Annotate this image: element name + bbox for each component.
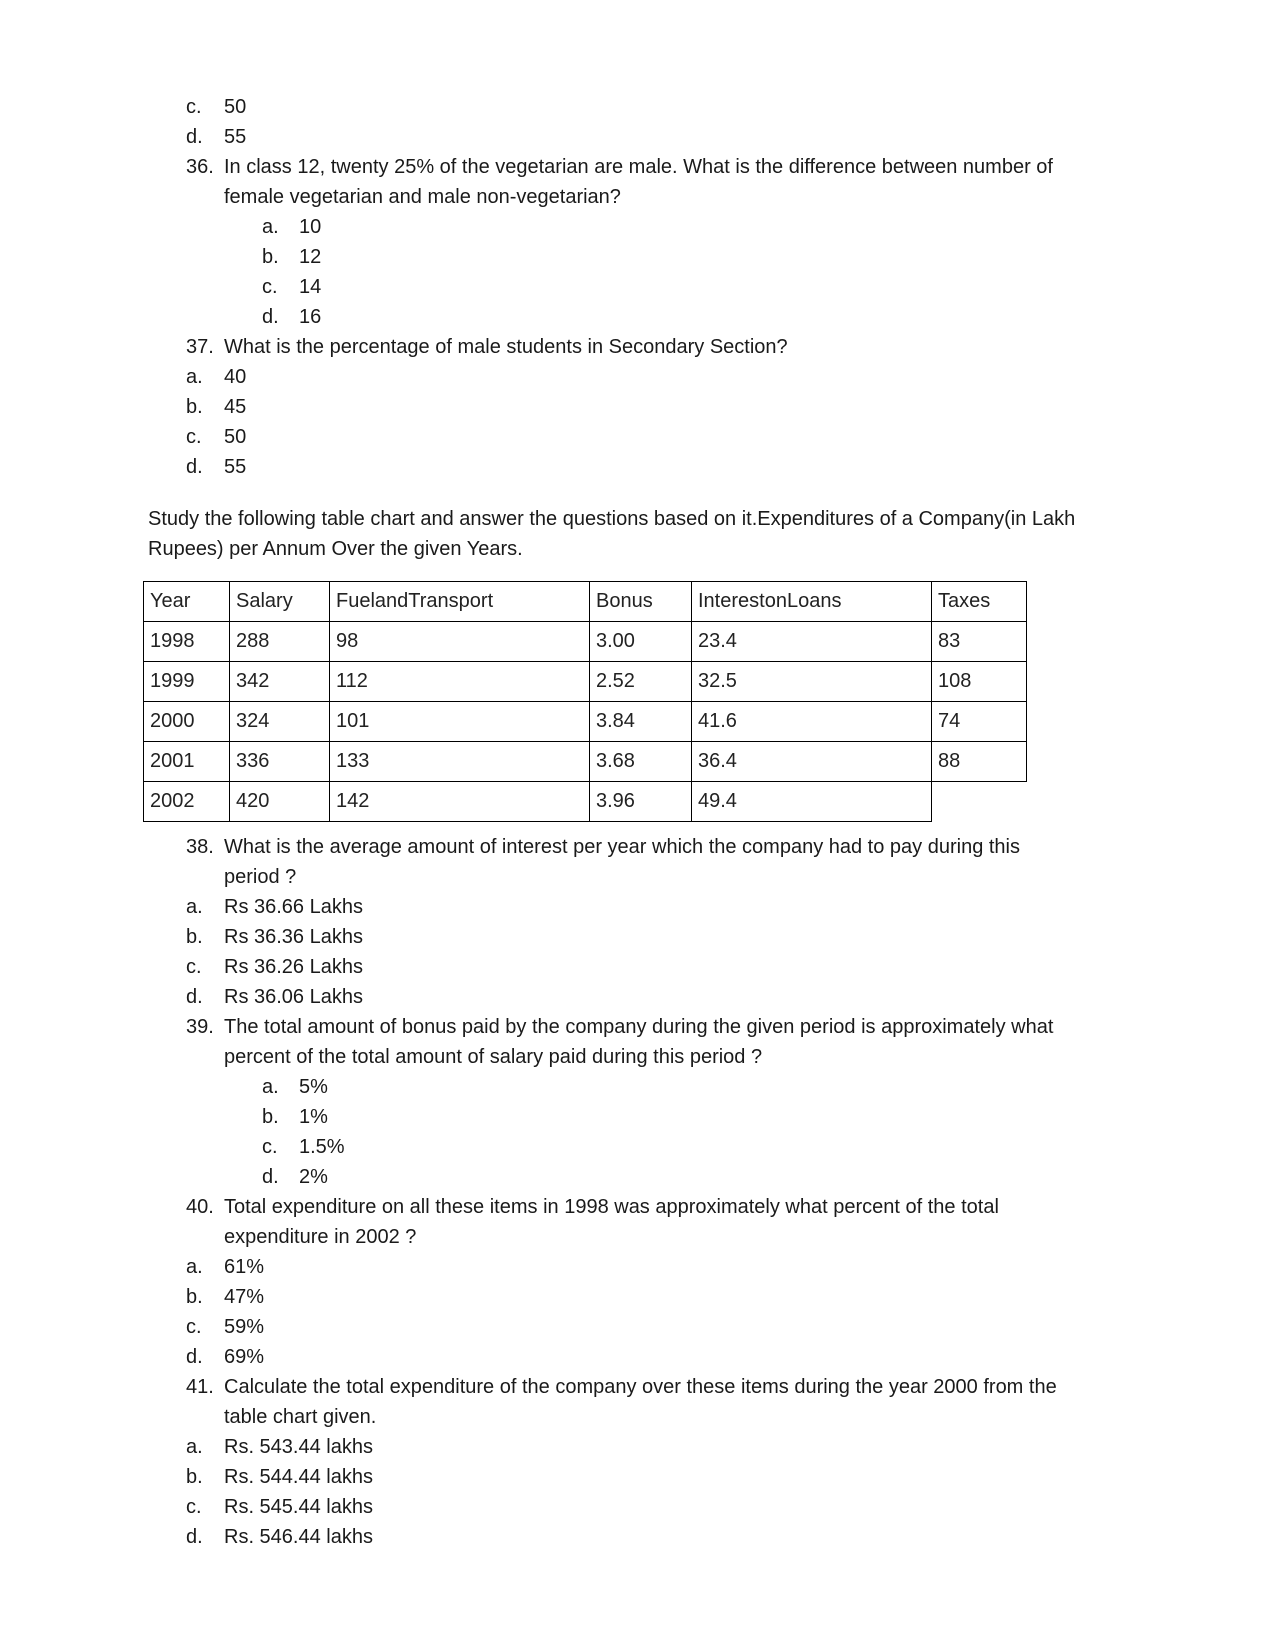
intro-paragraph-line-2: Rupees) per Annum Over the given Years.	[148, 538, 523, 560]
option-letter: d.	[186, 126, 203, 148]
question-text: table chart given.	[224, 1406, 377, 1428]
table-cell: 2.52	[590, 662, 692, 702]
option-letter: b.	[186, 396, 203, 418]
option-text: 45	[224, 396, 247, 418]
option-letter: d.	[262, 1166, 279, 1188]
option-text: Rs. 546.44 lakhs	[224, 1526, 373, 1548]
option-text: 12	[299, 246, 322, 268]
option-text: Rs. 545.44 lakhs	[224, 1496, 373, 1518]
option-text: Rs 36.06 Lakhs	[224, 986, 363, 1008]
question-text: In class 12, twenty 25% of the vegetarian are male. What is the difference between number of	[224, 156, 1053, 178]
option-text: Rs. 544.44 lakhs	[224, 1466, 373, 1488]
option-letter: a.	[262, 1076, 279, 1098]
question-text: Calculate the total expenditure of the company over these items during the year 2000 from the	[224, 1376, 1057, 1398]
table-cell: 112	[330, 662, 590, 702]
option-text: Rs. 543.44 lakhs	[224, 1436, 373, 1458]
question-number: 41.	[186, 1376, 214, 1398]
option-text: 50	[224, 426, 247, 448]
column-header: Year	[144, 582, 230, 622]
option-text: 16	[299, 306, 322, 328]
table-cell: 3.00	[590, 622, 692, 662]
option-letter: a.	[186, 1436, 203, 1458]
option-text: 47%	[224, 1286, 265, 1308]
table-cell: 41.6	[692, 702, 932, 742]
table-cell: 342	[230, 662, 330, 702]
table-cell: 133	[330, 742, 590, 782]
option-letter: d.	[186, 1526, 203, 1548]
table-cell: 74	[932, 702, 1027, 742]
option-letter: b.	[262, 246, 279, 268]
question-number: 39.	[186, 1016, 214, 1038]
option-letter: c.	[186, 426, 202, 448]
table-row	[144, 622, 1027, 662]
option-text: Rs 36.66 Lakhs	[224, 896, 363, 918]
table-cell: 108	[932, 662, 1027, 702]
option-letter: b.	[186, 1286, 203, 1308]
table-cell: 2000	[144, 702, 230, 742]
option-text: 55	[224, 456, 247, 478]
column-header: Taxes	[932, 582, 1027, 622]
column-header: InterestonLoans	[692, 582, 932, 622]
option-letter: d.	[186, 456, 203, 478]
table-row	[144, 742, 1027, 782]
option-letter: a.	[186, 1256, 203, 1278]
table-cell: 36.4	[692, 742, 932, 782]
table-cell: 1999	[144, 662, 230, 702]
option-letter: c.	[186, 1496, 202, 1518]
table-cell: 101	[330, 702, 590, 742]
table-cell: 49.4	[692, 782, 932, 822]
option-letter: c.	[262, 1136, 278, 1158]
table-cell: 83	[932, 622, 1027, 662]
question-text: female vegetarian and male non-vegetarian?	[224, 186, 621, 208]
option-text: 5%	[299, 1076, 328, 1098]
option-letter: b.	[186, 1466, 203, 1488]
table-row	[144, 702, 1027, 742]
option-text: Rs 36.26 Lakhs	[224, 956, 363, 978]
option-text: 40	[224, 366, 247, 388]
table-cell: 88	[932, 742, 1027, 782]
option-text: 59%	[224, 1316, 265, 1338]
expenditure-table	[143, 581, 1027, 822]
table-cell: 3.68	[590, 742, 692, 782]
question-text: What is the percentage of male students in Secondary Section?	[224, 336, 788, 358]
question-text: The total amount of bonus paid by the company during the given period is approximately what	[224, 1016, 1054, 1038]
question-number: 40.	[186, 1196, 214, 1218]
option-text: 69%	[224, 1346, 265, 1368]
table-row	[144, 662, 1027, 702]
option-text: 1%	[299, 1106, 328, 1128]
option-text: 1.5%	[299, 1136, 345, 1158]
option-text: 10	[299, 216, 322, 238]
option-letter: b.	[186, 926, 203, 948]
intro-paragraph-line-1: Study the following table chart and answer the questions based on it.Expenditures of a Company(in Lakh	[148, 508, 1076, 530]
table-header-row	[144, 582, 1027, 622]
option-letter: d.	[186, 986, 203, 1008]
table-cell: 32.5	[692, 662, 932, 702]
table-cell: 142	[330, 782, 590, 822]
table-cell: 3.96	[590, 782, 692, 822]
table-cell: 23.4	[692, 622, 932, 662]
question-text: percent of the total amount of salary paid during this period ?	[224, 1046, 763, 1068]
column-header: Salary	[230, 582, 330, 622]
table-cell-empty	[932, 782, 1027, 822]
table-cell: 324	[230, 702, 330, 742]
column-header: FuelandTransport	[330, 582, 590, 622]
table-cell: 3.84	[590, 702, 692, 742]
table-cell: 2002	[144, 782, 230, 822]
option-letter: c.	[186, 96, 202, 118]
column-header: Bonus	[590, 582, 692, 622]
option-letter: a.	[186, 896, 203, 918]
option-text: 2%	[299, 1166, 328, 1188]
option-letter: a.	[186, 366, 203, 388]
question-text: Total expenditure on all these items in 1998 was approximately what percent of the total	[224, 1196, 999, 1218]
table-cell: 1998	[144, 622, 230, 662]
option-letter: c.	[186, 1316, 202, 1338]
option-text: 50	[224, 96, 247, 118]
question-number: 38.	[186, 836, 214, 858]
table-cell: 98	[330, 622, 590, 662]
option-text: 61%	[224, 1256, 265, 1278]
option-text: 55	[224, 126, 247, 148]
question-text: What is the average amount of interest per year which the company had to pay during this	[224, 836, 1020, 858]
option-letter: d.	[186, 1346, 203, 1368]
question-number: 37.	[186, 336, 214, 358]
option-letter: c.	[262, 276, 278, 298]
table-cell: 420	[230, 782, 330, 822]
option-letter: a.	[262, 216, 279, 238]
option-text: 14	[299, 276, 322, 298]
option-letter: b.	[262, 1106, 279, 1128]
option-text: Rs 36.36 Lakhs	[224, 926, 363, 948]
option-letter: d.	[262, 306, 279, 328]
table-cell: 336	[230, 742, 330, 782]
option-letter: c.	[186, 956, 202, 978]
table-row	[144, 782, 1027, 822]
question-text: period ?	[224, 866, 297, 888]
table-cell: 288	[230, 622, 330, 662]
question-number: 36.	[186, 156, 214, 178]
question-text: expenditure in 2002 ?	[224, 1226, 417, 1248]
table-cell: 2001	[144, 742, 230, 782]
